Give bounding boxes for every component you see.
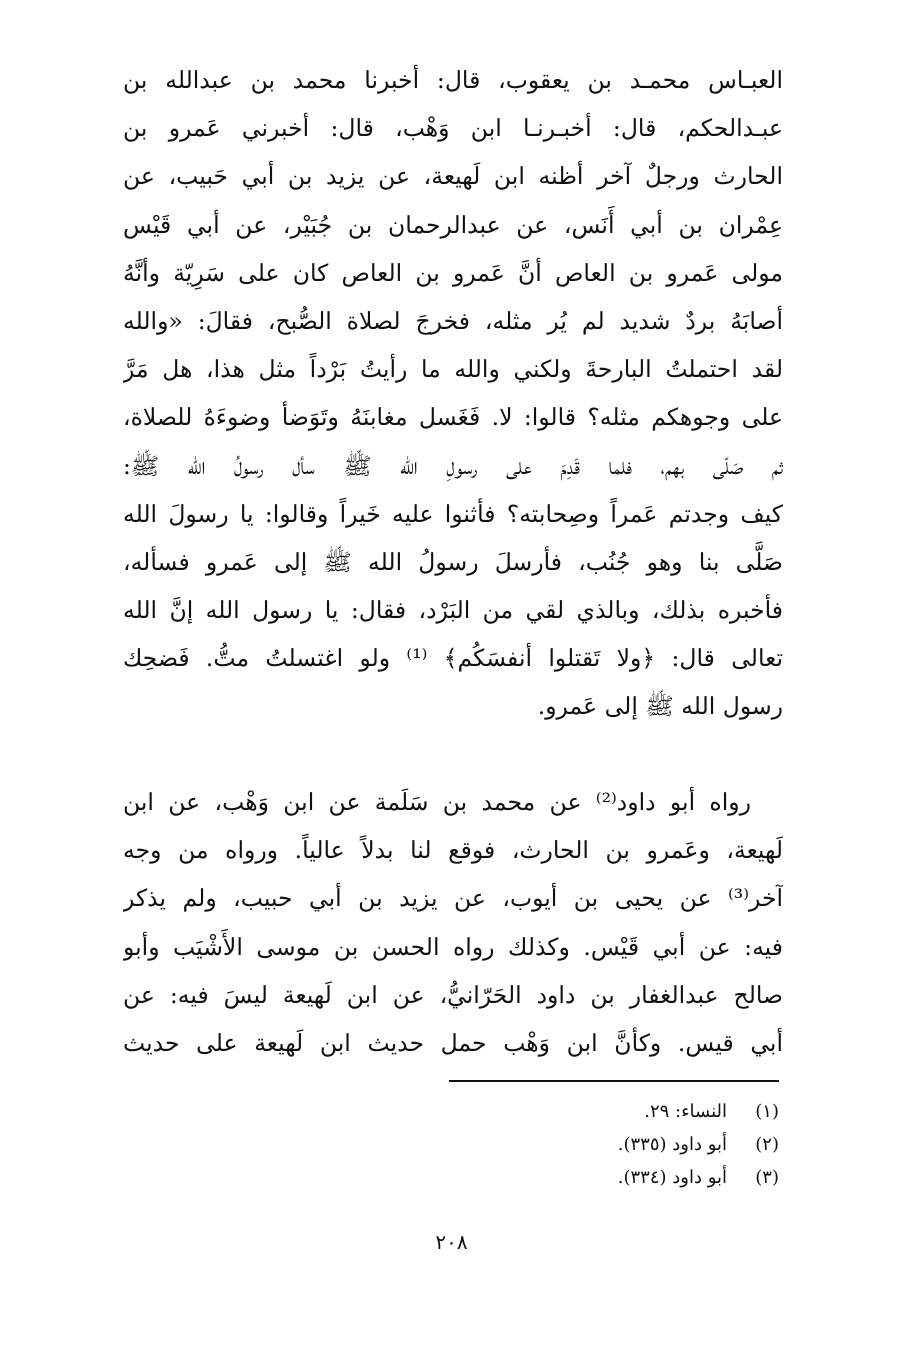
text-line: ثم صَلّى بهم، فلما قَدِمَ على رسولِ الله ﷺ سأل رسولُ الله ﷺ: <box>123 451 783 480</box>
footnote-number: (٢) <box>755 1134 779 1155</box>
text-line: رسول الله ﷺ إلى عَمرو. <box>537 692 783 721</box>
text-line: مولى عَمرو بن العاص أنَّ عَمرو بن العاص كان على سَرِيّة وأنَّهُ <box>123 258 783 287</box>
main-paragraph-2 <box>123 778 783 1067</box>
text-line: صالح عبدالغفار بن داود الحَرّانيُّ، عن ابن لَهيعة ليسَ فيه: عن <box>123 980 783 1009</box>
footnote-number: (٣) <box>755 1167 779 1188</box>
page-number: ٢٠٨ <box>435 1230 468 1254</box>
text-line: صَلَّى بنا وهو جُنُب، فأرسلَ رسولُ الله ﷺ إلى عَمرو فسأله، <box>123 547 783 576</box>
footnote-item <box>259 1128 779 1161</box>
text-line: فأخبره بذلك، وبالذي لقي من البَرْد، فقال: يا رسول الله إنَّ الله <box>123 596 783 625</box>
text-line: تعالى قال: ﴿ولا تَقتلوا أنفسَكُم﴾ ⁽¹⁾ ولو اغتسلتُ متُّ. فَضحِك <box>123 644 783 673</box>
text-line: عبـدالحكم، قال: أخبـرنـا ابن وَهْب، قال: أخبرني عَمرو بن <box>123 114 783 143</box>
text-line: أصابَهُ بردٌ شديد لم يُر مثله، فخرجَ لصلاة الصُّبح، فقالَ: «والله <box>123 306 783 335</box>
footnote-item <box>259 1095 779 1128</box>
main-paragraph-1 <box>123 56 783 731</box>
text-line: لَهيعة، وعَمرو بن الحارث، فوقع لنا بدلاً عالياً. ورواه من وجه <box>123 836 783 865</box>
text-line: الحارث ورجلٌ آخر أظنه ابن لَهيعة، عن يزيد بن أبي حَبيب، عن <box>123 162 783 191</box>
text-line: لقد احتملتُ البارحةَ ولكني والله ما رأيتُ بَرْداً مثل هذا، هل مَرَّ <box>123 355 783 384</box>
text-line: كيف وجدتم عَمراً وصِحابته؟ فأثنوا عليه خَيراً وقالوا: يا رسولَ الله <box>123 499 783 528</box>
footnote-text: النساء: ٢٩. <box>644 1101 727 1122</box>
footnote-number: (١) <box>755 1101 779 1122</box>
footnotes <box>259 1095 779 1194</box>
footnote-divider <box>449 1080 779 1082</box>
text-line: عِمْران بن أبي أَنَس، عن عبدالرحمان بن جُبَيْر، عن أبي قَيْس <box>123 210 783 239</box>
footnote-text: أبو داود (٣٣٥). <box>617 1134 727 1155</box>
text-line: العبـاس محمـد بن يعقوب، قال: أخبرنا محمد بن عبدالله بن <box>123 66 783 94</box>
text-line: على وجوهكم مثله؟ قالوا: لا. فَغَسل مغابنَهُ وتَوَضأ وضوءَهُ للصلاة، <box>123 403 783 432</box>
text-line: أبي قيس. وكأنَّ ابن وَهْب حمل حديث ابن لَهيعة على حديث <box>123 1028 783 1057</box>
footnote-text: أبو داود (٣٣٤). <box>617 1167 727 1188</box>
footnote-item <box>259 1161 779 1194</box>
text-line: رواه أبو داود⁽²⁾ عن محمد بن سَلَمة عن ابن وَهْب، عن ابن <box>123 788 751 816</box>
text-line: فيه: عن أبي قَيْس. وكذلك رواه الحسن بن موسى الأَشْيَب وأبو <box>123 932 783 961</box>
text-line: آخر⁽³⁾ عن يحيى بن أيوب، عن يزيد بن أبي حبيب، ولم يذكر <box>123 884 783 913</box>
